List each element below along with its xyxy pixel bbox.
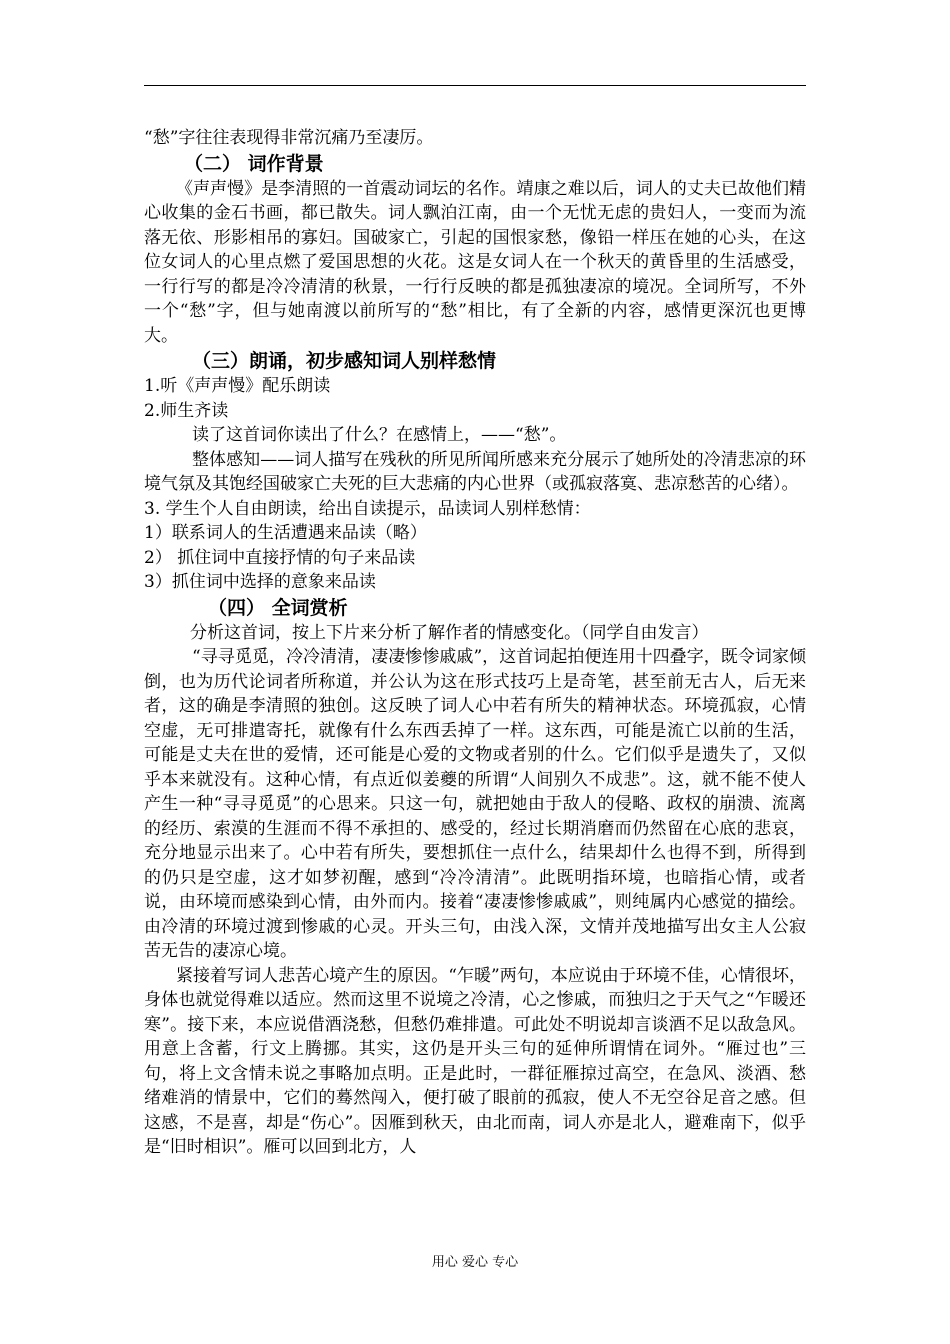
header-rule — [144, 85, 806, 86]
paragraph-background: 《声声慢》是李清照的一首震动词坛的名作。靖康之难以后，词人的丈夫已故他们精心收集的金石书画，都已散失。词人飘泊江南，由一个无忧无虑的贵妇人，一变而为流落无依、形影相吊的寡妇。国破家亡，引起的国恨家愁，像铅一样压在她的心头，在这位女词人的心里点燃了爱国思想的火花。这是女词人在一个秋天的黄昏里的生活感受，一行行写的都是冷冷清清的秋景，一行行反映的都是孤独凄凉的境况。全词所写，不外一个“愁”字，但与她南渡以前所写的“愁”相比，有了全新的内容，感情更深沉也更博大。 — [144, 178, 806, 346]
section-heading-recitation: （三）朗诵，初步感知词人别样愁情 — [192, 350, 497, 372]
paragraph-analysis-2: 紧接着写词人悲苦心境产生的原因。“乍暖”两句，本应说由于环境不佳，心情很坏，身体也就觉得难以适应。然而这里不说境之冷清，心之惨戚，而独归之于天气之“乍暖还寒”。接下来，本应说借酒浇愁，但愁仍难排遣。可此处不明说却言谈酒不足以敌急风。用意上含蓄，行文上腾挪。其实，这仍是开头三句的延伸所谓情在词外。“雁过也”三句，将上文含情未说之事略加点明。正是此时，一群征雁掠过高空，在急风、淡酒、愁绪难消的情景中，它们的蓦然闯入，便打破了眼前的孤寂，使人不无空谷足音之感。但这感，不是喜，却是“伤心”。因雁到秋天，由北而南，词人亦是北人，避难南下，似乎是“旧时相识”。雁可以回到北方，人 — [144, 965, 806, 1157]
paragraph-analysis-1: “寻寻觅觅，冷冷清清，凄凄惨惨戚戚”，这首词起拍便连用十四叠字，既令词家倾倒，也为历代论词者所称道，并公认为这在形式技巧上是奇笔，甚至前无古人，后无来者，这的确是李清照的独创。这反映了词人心中若有所失的精神状态。环境孤寂，心情空虚，无可排遣寄托，就像有什么东西丢掉了一样。这东西，可能是流亡以前的生活，可能是丈夫在世的爱情，还可能是心爱的文物或者别的什么。它们似乎是遗失了，又似乎本来就没有。这种心情，有点近似姜夔的所谓“人间别久不成悲”。这，就不能不使人产生一种“寻寻觅觅”的心思来。只这一句，就把她由于敌人的侵略、政权的崩溃、流离的经历、索漠的生涯而不得不承担的、感受的，经过长期消磨而仍然留在心底的悲哀，充分地显示出来了。心中若有所失，要想抓住一点什么，结果却什么也得不到，所得到的仍只是空虚，这才如梦初醒，感到“冷冷清清”。此既明指环境，也暗指心情，或者说，由环境而感染到心情，由外而内。接着“凄凄惨惨戚戚”，则纯属内心感觉的描绘。由冷清的环境过渡到惨戚的心灵。开头三句，由浅入深，文情并茂地描写出女主人公寂苦无告的凄凉心境。 — [144, 647, 806, 961]
paragraph-overall-perception: 整体感知——词人描写在残秋的所见所闻所感来充分展示了她所处的冷清悲凉的环境气氛及其饱经国破家亡夫死的巨大悲痛的内心世界（或孤寂落寞、悲凉愁苦的心绪）。 — [144, 449, 806, 494]
paragraph-analysis-intro: 分析这首词，按上下片来分析了解作者的情感变化。（同学自由发言） — [190, 622, 709, 643]
paragraph-question: 读了这首词你读出了什么？在感情上，——“愁”。 — [192, 425, 567, 445]
section-heading-background: （二） 词作背景 — [184, 152, 324, 175]
list-item-free-reading: 3. 学生个人自由朗读，给出自读提示，品读词人别样愁情： — [144, 498, 591, 519]
paragraph-continuation: “愁”字往往表现得非常沉痛乃至凄厉。 — [144, 128, 434, 148]
document-body — [144, 126, 806, 1160]
list-item-sub-2: 2） 抓住词中直接抒情的句子来品读 — [144, 547, 416, 568]
list-item-sub-1: 1）联系词人的生活遭遇来品读（略） — [144, 523, 427, 543]
list-item-sub-3: 3）抓住词中选择的意象来品读 — [144, 572, 376, 592]
list-item-listen: 1.听《声声慢》配乐朗读 — [144, 376, 331, 396]
list-item-read-together: 2.师生齐读 — [144, 400, 229, 421]
page-footer: 用心 爱心 专心 — [431, 1255, 519, 1270]
section-heading-appreciation: （四） 全词赏析 — [208, 596, 348, 619]
